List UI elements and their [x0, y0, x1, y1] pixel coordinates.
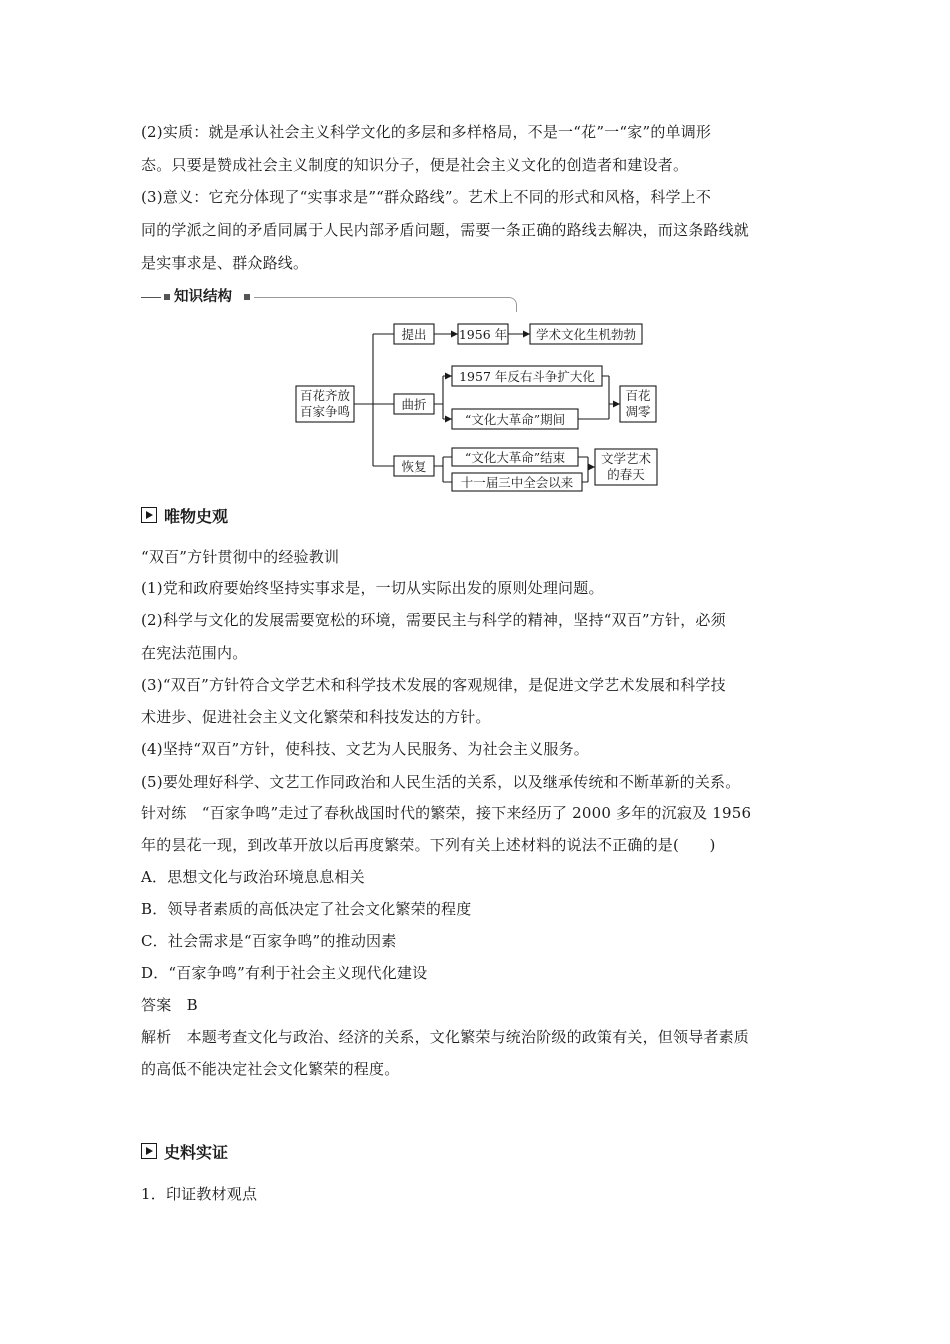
intro-line-1: (2)实质：就是承认社会主义科学文化的多层和多样格局，不是一“花”一“家”的单调形: [141, 123, 712, 141]
option-d: D．“百家争鸣”有利于社会主义现代化建设: [141, 964, 428, 982]
section-heading-materialism: [141, 504, 228, 526]
section2-line: 1．印证教材观点: [141, 1185, 258, 1203]
play-triangle-icon: [141, 1143, 157, 1159]
section1-line: 在宪法范围内。: [141, 644, 248, 662]
arrow-head: [445, 373, 452, 380]
stage1-year: 1956 年: [458, 327, 508, 342]
exercise-line: 针对练 “百家争鸣”走过了春秋战国时代的繁荣，接下来经历了 2000 多年的沉寂及 1956: [141, 804, 752, 822]
section-title: 唯物史观: [164, 506, 229, 526]
arrow-head: [445, 416, 452, 423]
section1-line: (4)坚持“双百”方针，使科技、文艺为人民服务、为社会主义服务。: [141, 740, 589, 758]
intro-line-4: 同的学派之间的矛盾同属于人民内部矛盾问题，需要一条正确的路线去解决，而这条路线就: [141, 221, 750, 239]
section-title: 史料实证: [164, 1142, 229, 1162]
section1-line: (1)党和政府要始终坚持实事求是，一切从实际出发的原则处理问题。: [141, 579, 604, 597]
section1-line: 术进步、促进社会主义文化繁荣和科技发达的方针。: [141, 708, 491, 726]
analysis-line: 解析 本题考查文化与政治、经济的关系，文化繁荣与统治阶级的政策有关，但领导者素质: [141, 1028, 750, 1046]
intro-line-2: 态。只要是赞成社会主义制度的知识分子，便是社会主义文化的创造者和建设者。: [141, 156, 689, 174]
arrow-head: [523, 331, 530, 338]
knowledge-structure-title: 知识结构: [174, 289, 232, 305]
exercise-line: 年的昙花一现，到改革开放以后再度繁荣。下列有关上述材料的说法不正确的是( ): [141, 836, 716, 854]
stage3-item1: “文化大革命”结束: [464, 450, 566, 465]
stage3-label: 恢复: [401, 459, 427, 474]
section1-line: (2)科学与文化的发展需要宽松的环境，需要民主与科学的精神，坚持“双百”方针，必须: [141, 611, 726, 629]
arrow-head: [451, 331, 458, 338]
section1-line: “双百”方针贯彻中的经验教训: [141, 548, 340, 566]
stage3-item2: 十一届三中全会以来: [460, 475, 574, 490]
section1-line: (3)“双百”方针符合文学艺术和科学技术发展的客观规律，是促进文学艺术发展和科学技: [141, 676, 726, 694]
stage3-fork: [434, 457, 452, 482]
arrow-head: [588, 464, 595, 471]
stage2-item1: 1957 年反右斗争扩大化: [459, 369, 595, 384]
analysis-line: 的高低不能决定社会文化繁荣的程度。: [141, 1060, 400, 1078]
stage3-merge: [578, 457, 595, 482]
option-b: B．领导者素质的高低决定了社会文化繁荣的程度: [141, 900, 472, 918]
stage1-label: 提出: [401, 327, 427, 342]
stage2-result-line-2: 凋零: [625, 404, 651, 419]
root-line-1: 百花齐放: [299, 388, 351, 403]
stage1-result: 学术文化生机勃勃: [535, 327, 637, 342]
option-a: A．思想文化与政治环境息息相关: [141, 868, 365, 886]
section1-line: (5)要处理好科学、文艺工作同政治和人民生活的关系，以及继承传统和不断革新的关系。: [141, 773, 741, 791]
section-heading-evidence: [141, 1140, 228, 1162]
stage3-result-line-1: 文学艺术: [600, 451, 652, 466]
root-line-2: 百家争鸣: [299, 404, 351, 419]
option-c: C．社会需求是“百家争鸣”的推动因素: [141, 932, 397, 950]
stage2-label: 曲折: [401, 397, 427, 412]
stage3-result-line-2: 的春天: [607, 467, 645, 482]
root-connector: [354, 334, 394, 466]
stage2-item2: “文化大革命”期间: [464, 412, 566, 427]
intro-line-3: (3)意义：它充分体现了“实事求是”“群众路线”。艺术上不同的形式和风格，科学上不: [141, 188, 712, 206]
arrow-head: [613, 401, 620, 408]
play-triangle-icon: [141, 507, 157, 523]
stage2-result-line-1: 百花: [625, 388, 651, 403]
intro-line-5: 是实事求是、群众路线。: [141, 254, 309, 272]
answer-line: 答案 B: [141, 996, 198, 1014]
stage2-fork: [434, 376, 452, 419]
